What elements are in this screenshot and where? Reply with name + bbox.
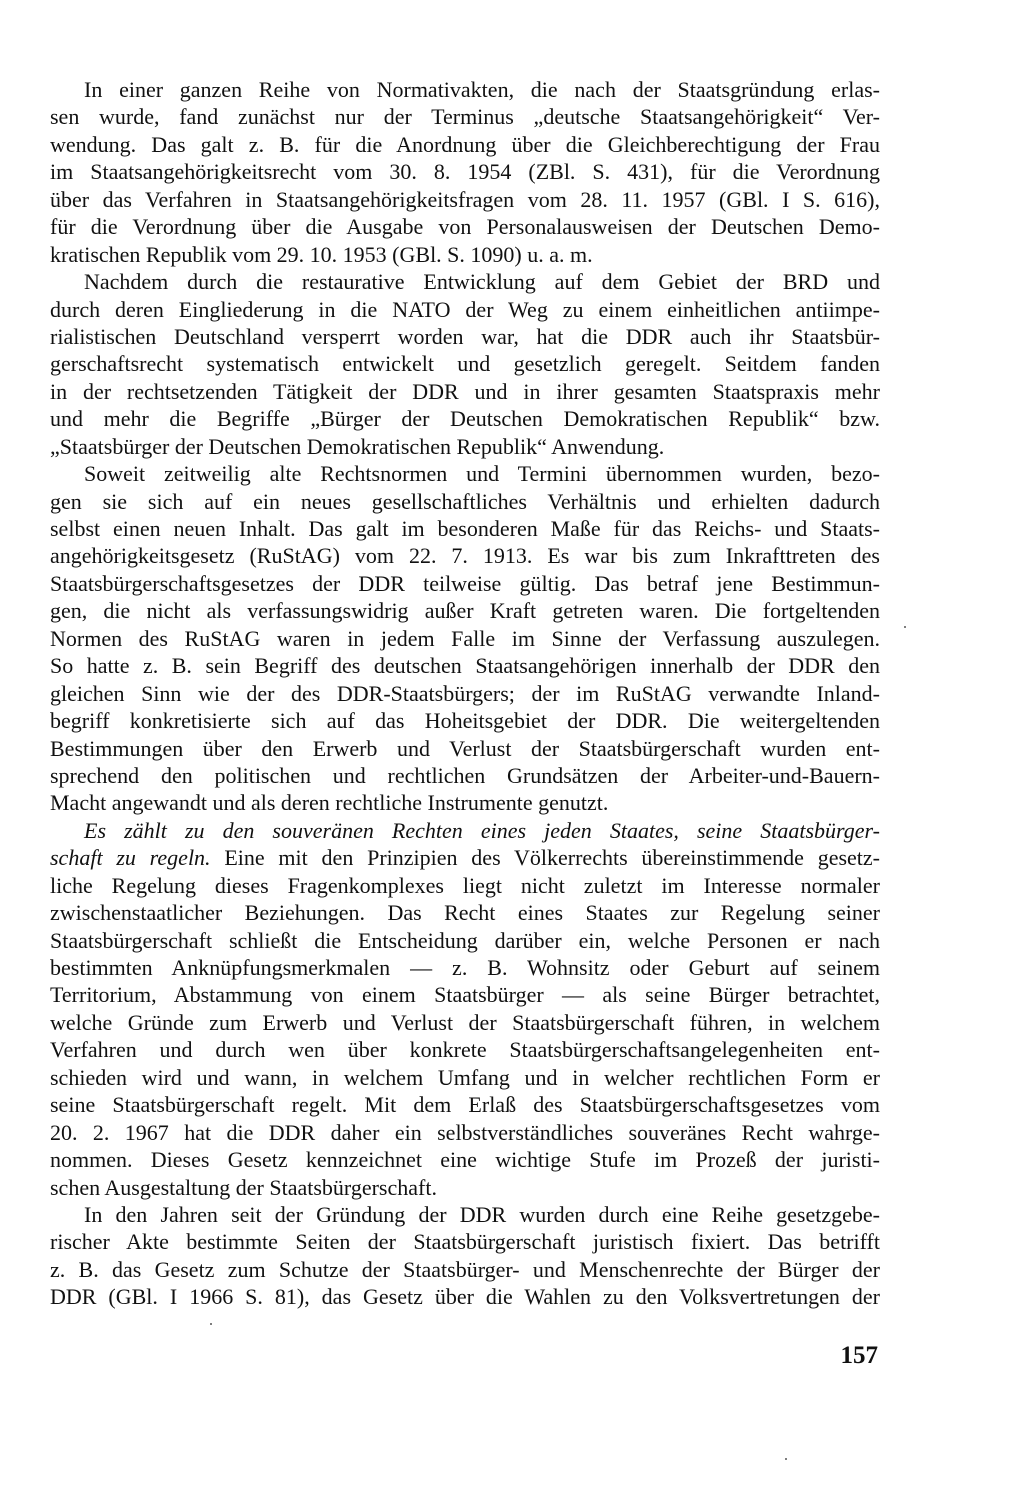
text-line: sprechend den politischen und rechtlichen Grundsätzen der Arbeiter-und-Bauern-: [50, 762, 880, 788]
paragraph: [50, 76, 880, 268]
scan-speck: [785, 1458, 787, 1460]
scan-speck: [210, 1323, 212, 1325]
text-line: seine Staatsbürgerschaft regelt. Mit dem Erlaß des Staatsbürgerschaftsgesetzes vom: [50, 1092, 880, 1118]
page-number: 157: [840, 1342, 878, 1369]
paragraph: [50, 1201, 880, 1311]
text-line: nommen. Dieses Gesetz kennzeichnet eine wichtige Stufe im Prozeß der juristi-: [50, 1147, 880, 1173]
paragraph: [50, 268, 880, 460]
text-line: begriff konkretisierte sich auf das Hoheitsgebiet der DDR. Die weitergeltenden: [50, 708, 880, 734]
text-line: durch deren Eingliederung in die NATO der Weg zu einem einheitlichen antiimpe-: [50, 296, 880, 322]
text-line: schieden wird und wann, in welchem Umfang und in welcher rechtlichen Form er: [50, 1064, 880, 1090]
text-line: 20. 2. 1967 hat die DDR daher ein selbstverständliches souveränes Recht wahrge-: [50, 1119, 880, 1145]
text-line: für die Verordnung über die Ausgabe von Personalausweisen der Deutschen Demo-: [50, 214, 880, 240]
text-line: In einer ganzen Reihe von Normativakten, die nach der Staatsgründung erlas-: [84, 77, 880, 102]
text-line: Territorium, Abstammung von einem Staatsbürger — als seine Bürger betrachtet,: [50, 982, 880, 1008]
italic-lead-end: schaft zu regeln.: [50, 845, 211, 871]
text-line: sen wurde, fand zunächst nur der Terminus „deutsche Staatsangehörigkeit“ Ver-: [50, 104, 880, 130]
text-line: gerschaftsrecht systematisch entwickelt und gesetzlich geregelt. Seitdem fanden: [50, 351, 880, 377]
text-line: Macht angewandt und als deren rechtliche Instrumente genutzt.: [50, 790, 609, 816]
text-line: gen, die nicht als verfassungswidrig außer Kraft getreten waren. Die fortgeltenden: [50, 598, 880, 624]
body-text: [50, 76, 880, 1311]
text-line: „Staatsbürger der Deutschen Demokratischen Republik“ Anwendung.: [50, 433, 665, 459]
text-line: [50, 844, 880, 871]
text-line: Verfahren und durch wen über konkrete Staatsbürgerschaftsangelegenheiten ent-: [50, 1037, 880, 1063]
text-line: und mehr die Begriffe „Bürger der Deutschen Demokratischen Republik“ bzw.: [50, 406, 880, 432]
text-line: Bestimmungen über den Erwerb und Verlust der Staatsbürgerschaft wurden ent-: [50, 735, 880, 761]
text-line: zwischenstaatlicher Beziehungen. Das Recht eines Staates zur Regelung seiner: [50, 900, 880, 926]
text-line: So hatte z. B. sein Begriff des deutschen Staatsangehörigen innerhalb der DDR den: [50, 653, 880, 679]
text-line: schen Ausgestaltung der Staatsbürgerschaft.: [50, 1174, 437, 1200]
text-line: gleichen Sinn wie der des DDR-Staatsbürgers; der im RuStAG verwandte Inland-: [50, 680, 880, 706]
text-line: rischer Akte bestimmte Seiten der Staatsbürgerschaft juristisch fixiert. Das betrifft: [50, 1229, 880, 1255]
text-line: Staatsbürgerschaft schließt die Entscheidung darüber ein, welche Personen er nach: [50, 927, 880, 953]
text-line-rest: Eine mit den Prinzipien des Völkerrechts übereinstimmende gesetz-: [210, 845, 880, 871]
text-line: rialistischen Deutschland versperrt worden war, hat die DDR auch ihr Staatsbür-: [50, 323, 880, 349]
text-line: Staatsbürgerschaftsgesetzes der DDR teilweise gültig. Das betraf jene Bestimmun-: [50, 570, 880, 596]
text-line: angehörigkeitsgesetz (RuStAG) vom 22. 7. 1913. Es war bis zum Inkrafttreten des: [50, 543, 880, 569]
text-line: liche Regelung dieses Fragenkomplexes liegt nicht zuletzt im Interesse normaler: [50, 872, 880, 898]
text-line: In den Jahren seit der Gründung der DDR wurden durch eine Reihe gesetzgebe-: [84, 1201, 880, 1227]
text-line: im Staatsangehörigkeitsrecht vom 30. 8. 1954 (ZBl. S. 431), für die Verordnung: [50, 159, 880, 185]
text-line: bestimmten Anknüpfungsmerkmalen — z. B. Wohnsitz oder Geburt auf seinem: [50, 955, 880, 980]
text-line: Nachdem durch die restaurative Entwicklung auf dem Gebiet der BRD und: [84, 269, 880, 295]
text-line: Normen des RuStAG waren in jedem Falle im Sinne der Verfassung auszulegen.: [50, 625, 880, 651]
text-line: Soweit zeitweilig alte Rechtsnormen und Termini übernommen wurden, bezo-: [84, 461, 880, 487]
text-line: selbst einen neuen Inhalt. Das galt im besonderen Maße für das Reichs- und Staats-: [50, 516, 880, 541]
text-line: in der rechtsetzenden Tätigkeit der DDR und in ihrer gesamten Staatspraxis mehr: [50, 378, 880, 404]
text-line: gen sie sich auf ein neues gesellschaftliches Verhältnis und erhielten dadurch: [50, 488, 880, 514]
paragraph: [50, 817, 880, 1201]
text-line: über das Verfahren in Staatsangehörigkeitsfragen vom 28. 11. 1957 (GBl. I S. 616),: [50, 186, 880, 212]
text-line: DDR (GBl. I 1966 S. 81), das Gesetz über die Wahlen zu den Volksvertretungen der: [50, 1284, 880, 1310]
text-line: wendung. Das galt z. B. für die Anordnung über die Gleichberechtigung der Frau: [50, 131, 880, 157]
text-line: welche Gründe zum Erwerb und Verlust der Staatsbürgerschaft führen, in welchem: [50, 1009, 880, 1035]
text-line: z. B. das Gesetz zum Schutze der Staatsbürger- und Menschenrechte der Bürger der: [50, 1256, 880, 1282]
scan-speck: [904, 626, 906, 628]
paragraph: [50, 460, 880, 817]
text-line: kratischen Republik vom 29. 10. 1953 (GBl. S. 1090) u. a. m.: [50, 241, 593, 267]
italic-lead-line: Es zählt zu den souveränen Rechten eines jeden Staates, seine Staatsbürger-: [84, 817, 880, 843]
